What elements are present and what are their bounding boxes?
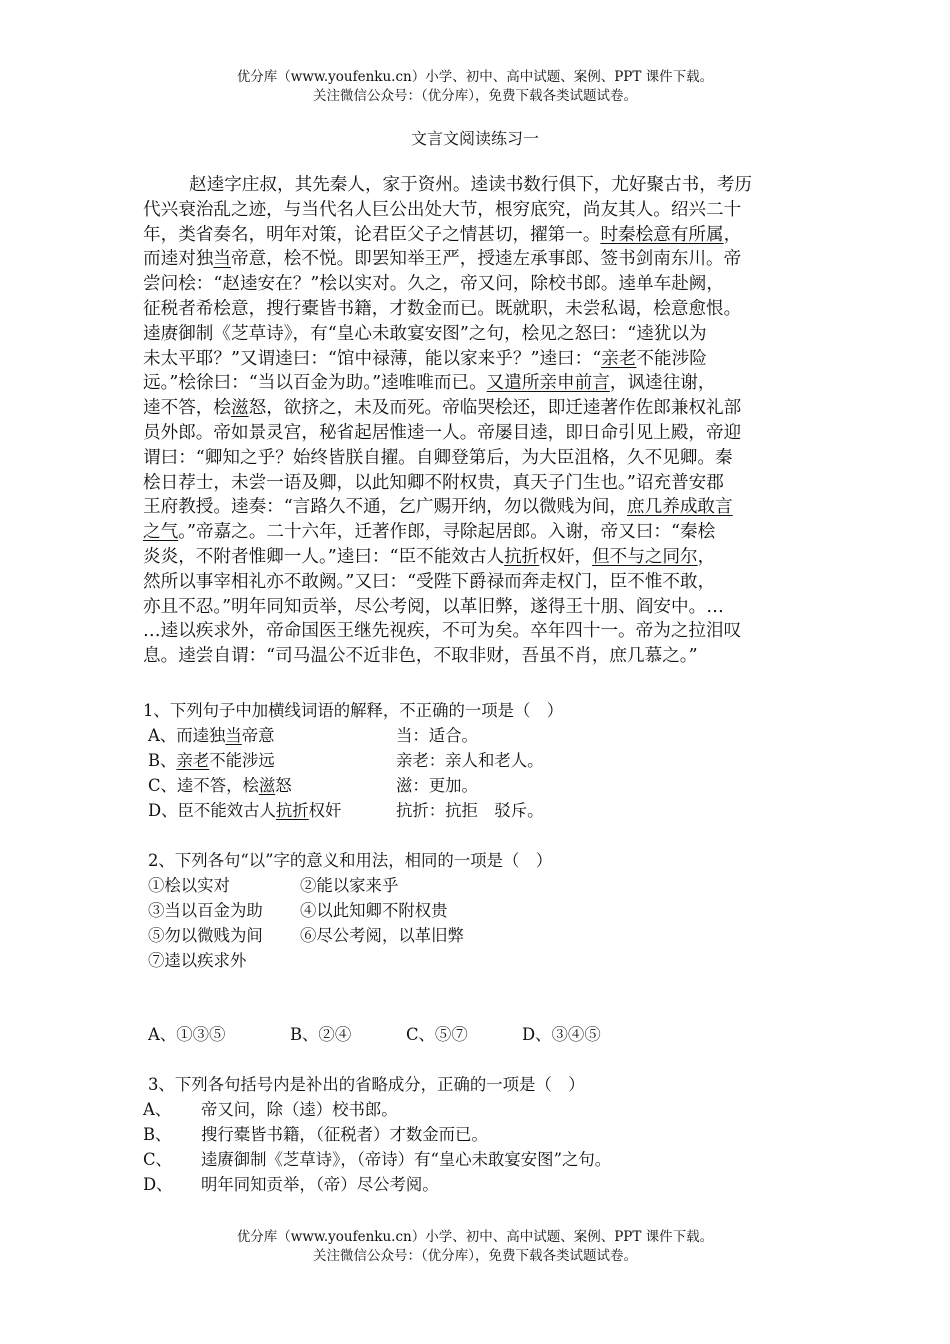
passage-line [143,173,818,198]
option-suffix: 怒 [275,776,292,795]
passage-line [143,644,818,669]
option-prefix: C、逵不答，桧 [148,776,259,795]
underlined-phrase: 滋 [258,776,276,795]
passage-text: 代兴衰治乱之迹，与当代名人巨公出处大节，根穷底究，尚友其人。绍兴二十 [143,199,742,220]
passage-text: 亦且不忍。”明年同知贡举，尽公考阅，以革旧弊，遂得王十朋、阎安中。… [143,596,724,617]
passage-line [143,595,818,620]
passage-text: …逵以疾求外，帝命国医王继先视疾，不可为矣。卒年四十一。帝为之拉泪叹 [143,621,742,642]
question-3-option [143,1122,585,1147]
option-label: D、 [143,1175,173,1194]
question-1-option [143,748,563,773]
question-2-item: ⑦逵以疾求外 [148,951,247,970]
passage-line [143,297,818,322]
page-footer [0,1228,950,1266]
underlined-phrase: 当 [213,249,231,270]
question-2-choice: A、①③⑤ [148,1025,226,1044]
passage-text: 桧日荐士，未尝一语及卿，以此知卿不附权贵，真天子门生也。”诏充普安郡 [143,472,724,493]
question-2 [143,848,601,1044]
option-suffix: 不能涉远 [209,751,275,770]
option-text [148,748,275,773]
question-3-option [143,1147,612,1172]
passage-text: 而逵对独 [143,249,214,270]
passage-line [143,272,818,297]
passage-text: 然所以事宰相礼亦不敢阙。”又曰：“受陛下爵禄而奔走权门，臣不惟不敢， [143,571,716,592]
passage-line [143,471,818,496]
option-text: 明年同知贡举，（帝）尽公考阅。 [201,1175,439,1194]
passage-line [143,371,818,396]
passage-line [143,545,818,570]
question-2-item: ③当以百金为助 [148,901,263,920]
option-suffix: 帝意 [241,726,275,745]
passage-text: ， [723,224,742,245]
option-label: C、 [143,1150,172,1169]
question-2-choice: C、⑤⑦ [406,1025,468,1044]
question-2-stem: 2、下列各句“以”字的意义和用法，相同的一项是（ ） [148,851,553,870]
passage-text: 尝问桧：“赵逵安在？”桧以实对。久之，帝又问，除校书郎。逵单车赴阙， [143,274,724,295]
passage-text: 息。逵尝自谓：“司马温公不近非色，不取非财，吾虽不肖，庶几慕之。” [143,646,698,667]
underlined-phrase: 当 [225,726,242,745]
passage-text: 帝意，桧不悦。即罢知举王严，授逵左承事郎、签书剑南东川。帝 [231,249,742,270]
passage-text: 远。”桧徐曰：“当以百金为助。”逵唯唯而已。 [143,373,487,394]
option-text [148,773,292,798]
option-text [148,798,341,823]
passage-line [143,198,818,223]
passage-line [143,619,818,644]
question-2-item-row [143,948,552,973]
passage-text: 征税者希桧意，搜行橐皆书籍，才数金而已。既就职，未尝私谒，桧意愈恨。 [143,298,742,319]
question-1-option [143,798,563,823]
question-1-stem: 1、下列句子中加横线词语的解释，不正确的一项是（ ） [143,701,564,720]
footer-line-2: 关注微信公众号：（优分库），免费下载各类试题试卷。 [313,1248,637,1264]
question-1-option [143,723,563,748]
passage-line [143,322,818,347]
passage-text: 谓曰：“卿知之乎？始终皆朕自擢。自卿登第后，为大臣沮格，久不见卿。秦 [143,447,733,468]
footer-line-1: 优分库（www.youfenku.cn）小学、初中、高中试题、案例、PPT 课件下载。 [236,1229,714,1245]
underlined-phrase: 庶几养成敢言 [627,497,733,518]
passage-text: 不能涉险 [636,348,707,369]
option-prefix: A、而逵独 [148,726,226,745]
question-3 [143,1072,612,1197]
underlined-phrase: 但不与之同尔 [592,546,698,567]
document-title: 文言文阅读练习一 [410,129,539,148]
passage-text: 怒，欲挤之，未及而死。帝临哭桧还，即迁逵著作佐郎兼权礼部 [248,398,742,419]
option-label: B、 [143,1125,172,1144]
question-3-option [143,1097,585,1122]
header-line-1: 优分库（www.youfenku.cn）小学、初中、高中试题、案例、PPT 课件下载。 [236,69,714,85]
passage-text: ， [697,546,716,567]
passage-text: 王府教授。逵奏：“言路久不通，乞广赐开纳，勿以微贱为间， [143,497,628,518]
passage-line [143,495,818,520]
question-2-item-row [143,923,552,948]
underlined-phrase: 滋 [230,398,249,419]
passage-text: ，讽逵往谢， [609,373,716,394]
option-suffix: 权奸 [308,801,342,820]
option-explanation: 当：适合。 [396,726,478,745]
passage-line [143,446,818,471]
passage-line [143,247,818,272]
question-2-choice: D、③④⑤ [522,1025,601,1044]
question-2-item: ⑥尽公考阅，以革旧弊 [300,926,464,945]
underlined-phrase: 之气 [143,522,179,543]
underlined-phrase: 亲老 [176,751,210,770]
question-2-item: ①桧以实对 [148,876,230,895]
passage-text: 权奸， [539,546,593,567]
passage-text: 员外郎。帝如景灵宫，秘省起居惟逵一人。帝屡目逵，即日命引见上殿，帝迎 [143,422,742,443]
passage [143,173,818,669]
question-3-stem: 3、下列各句括号内是补出的省略成分，正确的一项是（ ） [148,1075,585,1094]
passage-line [143,347,818,372]
option-explanation: 滋：更加。 [396,776,478,795]
passage-text: 逵赓御制《芝草诗》，有“皇心未敢宴安图”之句，桧见之怒曰：“逵犹以为 [143,323,707,344]
passage-line [143,570,818,595]
option-label: A、 [143,1100,172,1119]
passage-text: 年，类省奏名，明年对策，论君臣父子之情甚切，擢第一。 [143,224,601,245]
question-2-choices [148,1022,638,1047]
option-text: 逵赓御制《芝草诗》，（帝诗）有“皇心未敢宴安图”之句。 [201,1150,612,1169]
option-prefix: B、 [148,751,177,770]
passage-line [143,520,818,545]
passage-text: 逵不答，桧 [143,398,231,419]
passage-line [143,396,818,421]
question-2-item: ⑤勿以微贱为间 [148,926,263,945]
underlined-phrase: 又遣所亲申前言 [486,373,610,394]
option-text: 搜行橐皆书籍，（征税者）才数金而已。 [201,1125,488,1144]
underlined-phrase: 抗折 [275,801,309,820]
question-1-option [143,773,563,798]
option-explanation: 抗折：抗拒 驳斥。 [396,801,544,820]
question-2-choice: B、②④ [290,1025,352,1044]
passage-text: 未太平耶？”又谓逵曰：“馆中禄薄，能以家来乎？”逵曰：“ [143,348,602,369]
passage-text: 赵逵字庄叔，其先秦人，家于资州。逵读书数行俱下，尤好聚古书，考历 [189,175,753,195]
option-prefix: D、臣不能效古人 [148,801,276,820]
underlined-phrase: 时秦桧意有所属 [600,224,724,245]
question-2-item-row [143,873,552,898]
question-3-option [143,1172,585,1197]
passage-text: 。”帝嘉之。二十六年，迁著作郎，寻除起居郎。入谢，帝又曰：“秦桧 [178,522,716,543]
passage-line [143,421,818,446]
question-2-item: ④以此知卿不附权贵 [300,901,448,920]
option-explanation: 亲老：亲人和老人。 [396,751,544,770]
question-2-item: ②能以家来乎 [300,876,399,895]
page-header [0,68,950,106]
underlined-phrase: 亲老 [601,348,637,369]
question-1 [143,698,563,823]
option-text [148,723,275,748]
question-2-item-row [143,898,552,923]
passage-line [143,223,818,248]
underlined-phrase: 抗折 [504,546,540,567]
option-text: 帝又问，除（逵）校书郎。 [201,1100,398,1119]
header-line-2: 关注微信公众号：（优分库），免费下载各类试题试卷。 [313,88,637,104]
passage-text: 炎炎，不附者惟卿一人。”逵曰：“臣不能效古人 [143,546,505,567]
